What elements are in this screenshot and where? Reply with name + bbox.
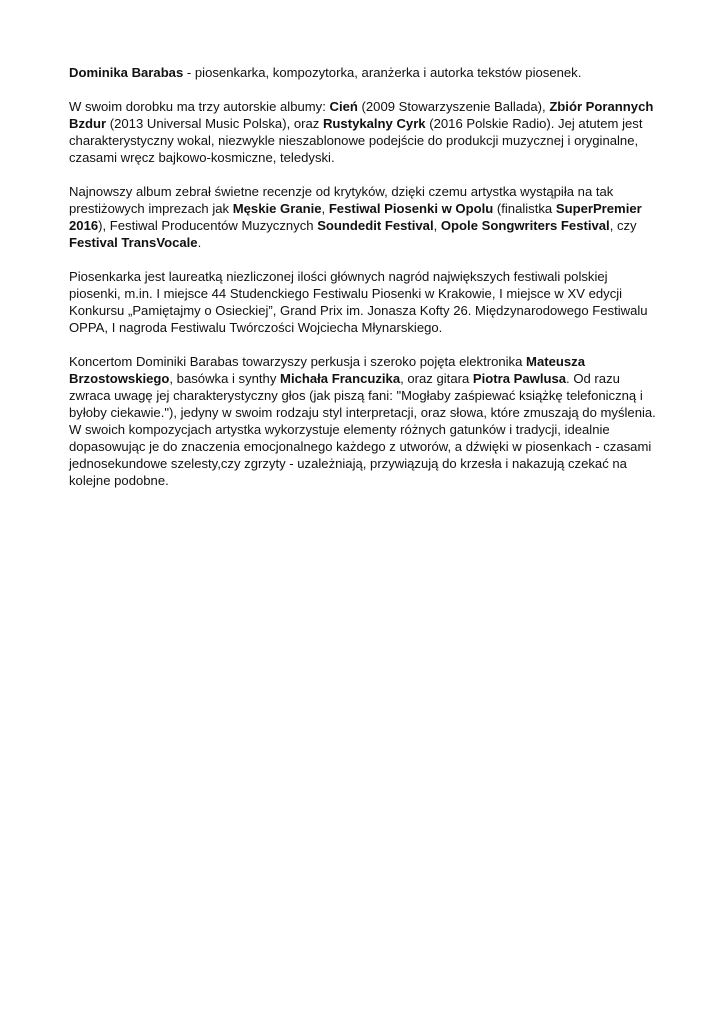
paragraph (69, 64, 661, 81)
bold-text-run: Zbiór Porannych Bzdur (69, 99, 654, 131)
text-run: , (433, 218, 441, 233)
paragraph (69, 183, 661, 251)
bold-text-run: Mateusza Brzostowskiego (69, 354, 585, 386)
paragraph (69, 98, 661, 166)
text-run: . Od razu zwraca uwagę jej charakterystyczny głos (jak piszą fani: "Mogłaby zaśpiewać książkę telefoniczną i byłoby ciekawie."), jedyny w swoim rodzaju styl interpretacji, oraz słowa, które zmuszają do myślenia. W swoich kompozycjach artystka wykorzystuje elementy różnych gatunków i tradycji, idealnie dopasowując je do znaczenia emocjonalnego każdego z utworów, a dźwięki w piosenkach - czasami jednosekundowe szelesty,czy zgrzyty - uzależniają, przywiązują do krzesła i nakazują czekać na kolejne podobne. (69, 371, 656, 488)
document-body (69, 64, 661, 506)
text-run: , (321, 201, 329, 216)
bold-text-run: Dominika Barabas (69, 65, 184, 80)
bold-text-run: Soundedit Festival (317, 218, 434, 233)
text-run: . (197, 235, 202, 250)
text-run: (2009 Stowarzyszenie Ballada), (357, 99, 550, 114)
text-run: Piosenkarka jest laureatką niezliczonej ilości głównych nagród największych festiwali polskiej piosenki, m.in. I miejsce 44 Studenckiego Festiwalu Piosenki w Krakowie, I miejsce w XV edycji Konkursu „Pamiętajmy o Osieckiej”, Grand Prix im. Jonasza Kofty 26. Międzynarodowego Festiwalu OPPA, I nagroda Festiwalu Twórczości Wojciecha Młynarskiego. (69, 269, 648, 335)
text-run: Najnowszy album zebrał świetne recenzje od krytyków, dzięki czemu artystka wystąpiła na tak prestiżowych imprezach jak (69, 184, 614, 216)
bold-text-run: Festiwal Piosenki w Opolu (328, 201, 494, 216)
text-run: , basówka i synthy (169, 371, 281, 386)
bold-text-run: Opole Songwriters Festival (440, 218, 610, 233)
bold-text-run: Rustykalny Cyrk (322, 116, 426, 131)
text-run: ), Festiwal Producentów Muzycznych (98, 218, 318, 233)
bold-text-run: Męskie Granie (232, 201, 322, 216)
bold-text-run: SuperPremier 2016 (69, 201, 642, 233)
paragraph (69, 353, 661, 489)
text-run: (2013 Universal Music Polska), oraz (106, 116, 323, 131)
text-run: - piosenkarka, kompozytorka, aranżerka i autorka tekstów piosenek. (183, 65, 582, 80)
text-run: , oraz gitara (400, 371, 473, 386)
bold-text-run: Michała Francuzika (280, 371, 401, 386)
text-run: Koncertom Dominiki Barabas towarzyszy perkusja i szeroko pojęta elektronika (69, 354, 527, 369)
bold-text-run: Cień (329, 99, 358, 114)
text-run: , czy (609, 218, 637, 233)
text-run: (finalistka (493, 201, 556, 216)
text-run: (2016 Polskie Radio). Jej atutem jest charakterystyczny wokal, niezwykle nieszablonowe podejście do produkcji muzycznej i oryginalne, czasami wręcz bajkowo-kosmiczne, teledyski. (69, 116, 643, 165)
paragraph (69, 268, 661, 336)
text-run: W swoim dorobku ma trzy autorskie albumy: (69, 99, 330, 114)
bold-text-run: Piotra Pawlusa (472, 371, 567, 386)
bold-text-run: Festival TransVocale (69, 235, 198, 250)
